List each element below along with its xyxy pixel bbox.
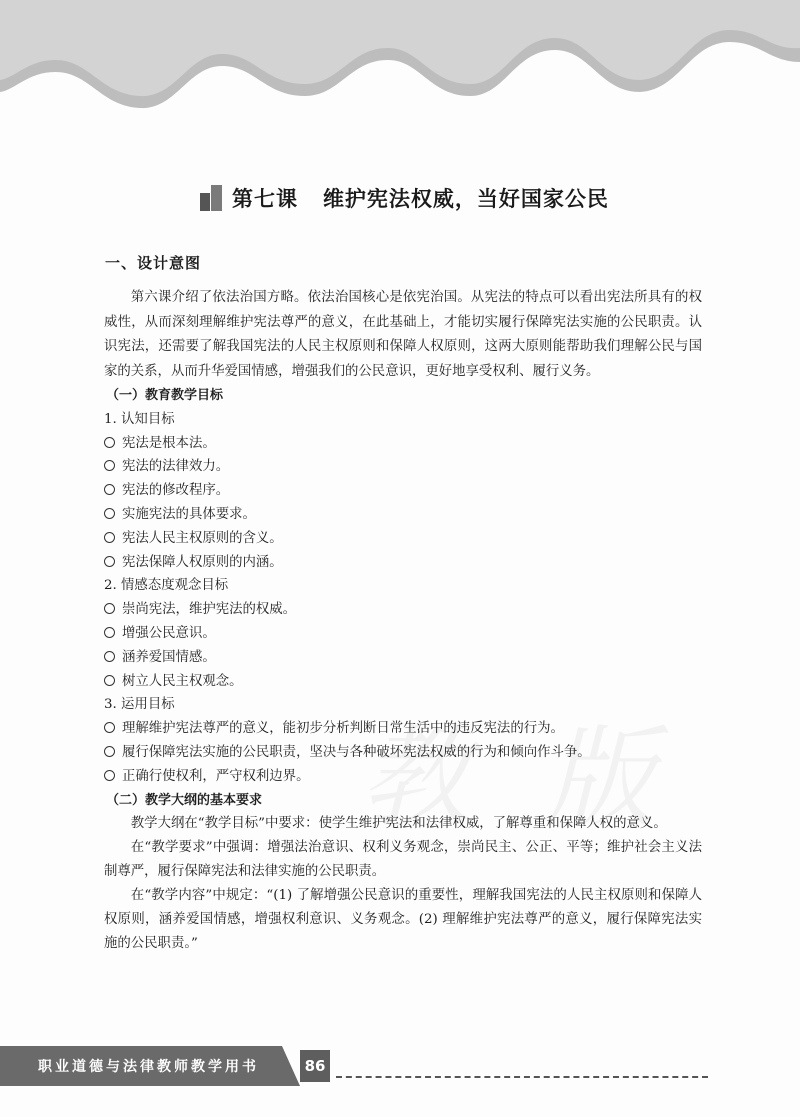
circle-bullet-icon <box>104 675 115 686</box>
syllabus-paragraph: 在“教学内容”中规定：“(1) 了解增强公民意识的重要性，理解我国宪法的人民主权原则和保障人权原则，涵养爱国情感，增强权利意识、义务观念。(2) 理解维护宪法尊严的意义，履行保障宪法实施的公民职责。” <box>104 888 702 952</box>
list-item: 宪法保障人权原则的内涵。 <box>104 551 702 575</box>
lesson-title <box>200 180 609 216</box>
decorative-wave-header <box>0 0 800 150</box>
circle-bullet-icon <box>104 484 115 495</box>
list-item: 树立人民主权观念。 <box>104 670 702 694</box>
syllabus-paragraph: 在“教学要求”中强调：增强法治意识、权利义务观念，崇尚民主、公正、平等；维护社会主义法制尊严，履行保障宪法和法律实施的公民职责。 <box>104 840 702 880</box>
circle-bullet-icon <box>104 508 115 519</box>
list-item: 履行保障宪法实施的公民职责，坚决与各种破坏宪法权威的行为和倾向作斗争。 <box>104 741 702 765</box>
syllabus-heading: （二）教学大纲的基本要求 <box>106 792 263 808</box>
list-item: 宪法的法律效力。 <box>104 455 702 479</box>
circle-bullet-icon <box>104 746 115 757</box>
footer-book-title: 职业道德与法律教师教学用书 <box>38 1059 259 1075</box>
list-item: 理解维护宪法尊严的意义，能初步分析判断日常生活中的违反宪法的行为。 <box>104 717 702 741</box>
page-footer <box>0 1040 800 1100</box>
objectives-heading: （一）教育教学目标 <box>106 388 224 403</box>
cognitive-objectives-label: 1. 认知目标 <box>104 411 175 427</box>
main-content <box>104 286 702 956</box>
circle-bullet-icon <box>104 532 115 543</box>
circle-bullet-icon <box>104 627 115 638</box>
circle-bullet-icon <box>104 556 115 567</box>
lesson-number: 第七课 <box>232 187 298 211</box>
section-heading: 一、设计意图 <box>105 254 202 272</box>
title-marker-icon <box>200 185 222 211</box>
circle-bullet-icon <box>104 437 115 448</box>
list-item: 崇尚宪法，维护宪法的权威。 <box>104 598 702 622</box>
affective-objectives-label: 2. 情感态度观念目标 <box>104 578 229 594</box>
list-item: 增强公民意识。 <box>104 622 702 646</box>
circle-bullet-icon <box>104 651 115 662</box>
list-item: 涵养爱国情感。 <box>104 646 702 670</box>
intro-paragraph: 第六课介绍了依法治国方略。依法治国核心是依宪治国。从宪法的特点可以看出宪法所具有的权威性，从而深刻理解维护宪法尊严的意义，在此基础上，才能切实履行保障宪法实施的公民职责。认识宪法，还需要了解我国宪法的人民主权原则和保障人权原则，这两大原则能帮助我们理解公民与国家的关系，从而升华爱国情感，增强我们的公民意识，更好地享受权利、履行义务。 <box>104 290 702 379</box>
circle-bullet-icon <box>104 460 115 471</box>
lesson-title-text: 维护宪法权威，当好国家公民 <box>322 187 609 211</box>
list-item: 宪法的修改程序。 <box>104 479 702 503</box>
list-item: 宪法是根本法。 <box>104 432 702 456</box>
circle-bullet-icon <box>104 722 115 733</box>
list-item: 宪法人民主权原则的含义。 <box>104 527 702 551</box>
circle-bullet-icon <box>104 770 115 781</box>
list-item: 实施宪法的具体要求。 <box>104 503 702 527</box>
list-item: 正确行使权利，严守权利边界。 <box>104 765 702 789</box>
footer-dashed-divider <box>336 1076 708 1078</box>
page-number: 86 <box>300 1050 330 1082</box>
syllabus-paragraph: 教学大纲在“教学目标”中要求：使学生维护宪法和法律权威，了解尊重和保障人权的意义。 <box>130 816 667 832</box>
circle-bullet-icon <box>104 603 115 614</box>
application-objectives-label: 3. 运用目标 <box>104 697 175 713</box>
